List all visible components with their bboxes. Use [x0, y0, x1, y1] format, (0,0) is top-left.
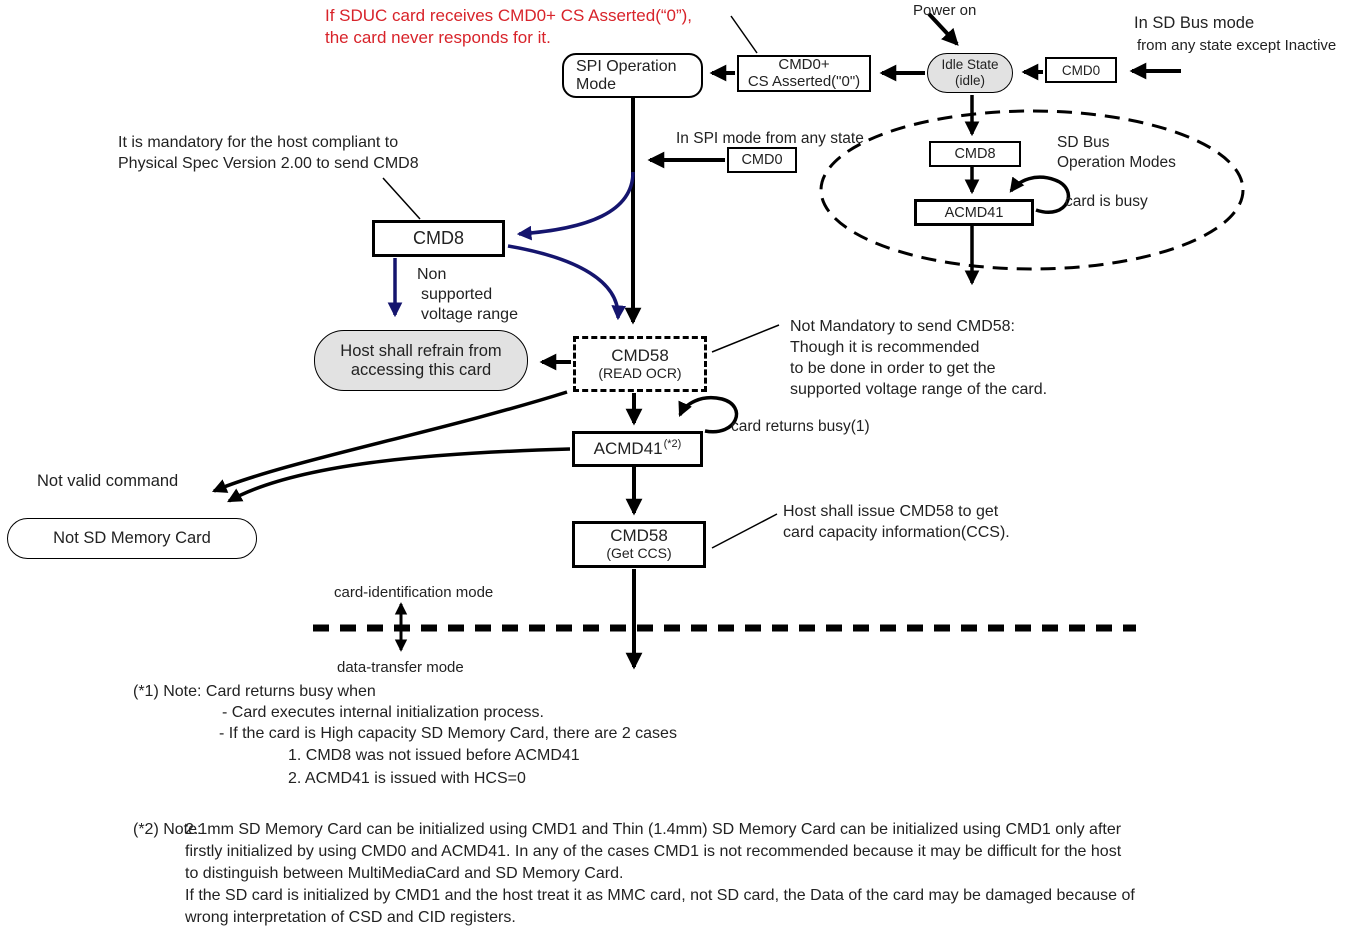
label-non-supported-3: voltage range — [421, 306, 518, 323]
node-cmd0-bus-entry — [1045, 57, 1117, 83]
node-label: CMD0+ — [778, 56, 830, 73]
curve-cmd58-to-notsd — [214, 392, 567, 491]
node-idle-state — [927, 53, 1013, 93]
node-label: CMD8 — [954, 146, 996, 162]
node-cmd58-read-ocr — [573, 336, 707, 392]
sd-bus-modes-ellipse — [821, 111, 1243, 269]
leader-host-issue — [712, 514, 777, 548]
label-non-supported-1: Non — [417, 266, 447, 283]
node-not-sd-memory-card — [7, 518, 257, 559]
leader-mandatory-cmd8 — [383, 178, 420, 219]
label-not-mandatory-3: to be done in order to get the — [790, 360, 996, 377]
blue-curve-line-to-cmd8 — [519, 172, 633, 234]
node-cmd0-spi-entry — [727, 147, 797, 173]
node-cmd0-cs-asserted — [737, 55, 871, 92]
leader-sduc-warning — [731, 16, 757, 53]
node-sublabel: (READ OCR) — [598, 364, 682, 381]
label-card-returns-busy: card returns busy(1) — [731, 418, 870, 435]
label-mandatory-2: Physical Spec Version 2.00 to send CMD8 — [118, 155, 419, 172]
label-host-issue-1: Host shall issue CMD58 to get — [783, 503, 999, 520]
loop-card-returns-busy — [680, 398, 736, 432]
node-label: Mode — [576, 75, 617, 93]
label-sd-bus-entry-1: In SD Bus mode — [1134, 14, 1255, 32]
note2-line-1: 2.1mm SD Memory Card can be initialized using CMD1 and Thin (1.4mm) SD Memory Card can be initialized using CMD1 only after — [185, 821, 1122, 838]
node-acmd41-spi — [572, 431, 703, 467]
label-sd-bus-entry-2: from any state except Inactive — [1137, 37, 1337, 54]
node-label: ACMD41 — [944, 204, 1004, 221]
note1-bullet-1: - Card executes internal initialization process. — [222, 704, 544, 721]
note1-case-2: 2. ACMD41 is issued with HCS=0 — [288, 770, 526, 787]
node-cmd8-bus — [929, 141, 1021, 167]
acmd41-note-ref: (*2) — [663, 438, 682, 450]
node-label: CMD8 — [412, 228, 464, 248]
node-label: CMD0 — [1061, 62, 1101, 78]
label-bus-modes-1: SD Bus — [1057, 134, 1110, 151]
note1-bullet-2: - If the card is High capacity SD Memory Card, there are 2 cases — [219, 725, 677, 742]
label-not-mandatory-1: Not Mandatory to send CMD58: — [790, 318, 1015, 335]
label-bus-modes-2: Operation Modes — [1057, 154, 1176, 171]
label-card-is-busy: card is busy — [1065, 193, 1148, 210]
note1-title: (*1) Note: Card returns busy when — [133, 683, 376, 700]
note2-line-4: If the SD card is initialized by CMD1 and the host treat it as MMC card, not SD card, the Data of the card may be damaged because of — [185, 887, 1135, 904]
node-host-refrain — [314, 330, 528, 391]
blue-curve-cmd8-to-cmd58 — [508, 246, 618, 318]
note2-line-3: to distinguish between MultiMediaCard and SD Memory Card. — [185, 865, 624, 882]
label-not-mandatory-2: Though it is recommended — [790, 339, 980, 356]
label-host-issue-2: card capacity information(CCS). — [783, 524, 1010, 541]
note2-line-2: firstly initialized by using CMD0 and ACMD41. In any of the cases CMD1 is not recommended because it may be difficult for the host — [185, 843, 1122, 860]
label-non-supported-2: supported — [421, 286, 493, 303]
label-mandatory-1: It is mandatory for the host compliant to — [118, 134, 399, 151]
label-not-mandatory-4: supported voltage range of the card. — [790, 381, 1048, 398]
node-acmd41-bus — [914, 199, 1034, 226]
node-sublabel: (Get CCS) — [606, 545, 672, 562]
node-label: SPI Operation — [576, 57, 677, 75]
note2-prefix: (*2) Note: — [133, 821, 202, 838]
node-label: (idle) — [954, 73, 985, 88]
node-cmd58-get-ccs — [572, 521, 706, 568]
curve-acmd41-to-notsd — [229, 449, 570, 501]
node-label: Not SD Memory Card — [53, 529, 211, 547]
note1-case-1: 1. CMD8 was not issued before ACMD41 — [288, 747, 580, 764]
label-not-valid-command: Not valid command — [37, 472, 179, 490]
node-label: CMD58 — [610, 526, 668, 546]
label-spi-entry: In SPI mode from any state — [676, 130, 864, 147]
note2-line-5: wrong interpretation of CSD and CID registers. — [185, 909, 516, 926]
node-label: CS Asserted("0") — [747, 72, 861, 90]
label-card-identification-mode: card-identification mode — [334, 584, 494, 601]
node-label: Idle State — [941, 57, 999, 73]
node-cmd8-spi — [372, 220, 505, 257]
node-label: ACMD41 — [593, 439, 663, 458]
node-label: accessing this card — [350, 360, 492, 379]
node-label: Host shall refrain from — [340, 341, 502, 360]
label-power-on: Power on — [913, 2, 977, 19]
sduc-warning-line2: the card never responds for it. — [325, 28, 551, 47]
sduc-warning-line1: If SDUC card receives CMD0+ CS Asserted(“0”), — [325, 6, 693, 25]
node-spi-operation-mode — [562, 53, 703, 98]
label-data-transfer-mode: data-transfer mode — [337, 659, 464, 676]
node-label: CMD0 — [741, 152, 783, 168]
node-label: CMD58 — [611, 345, 669, 365]
leader-not-mandatory — [712, 325, 779, 352]
